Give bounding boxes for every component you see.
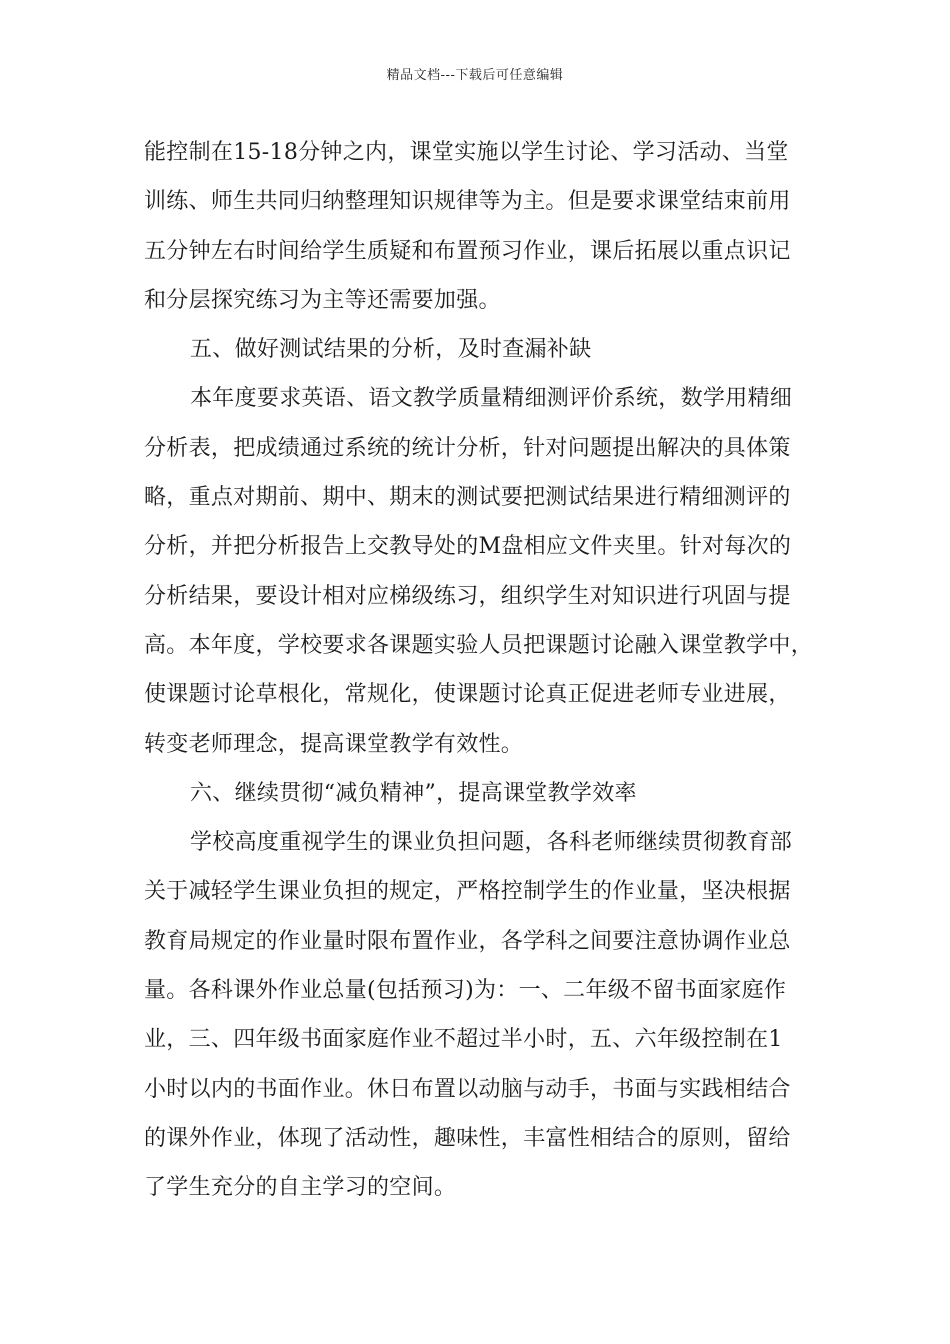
text-line: 教育局规定的作业量时限布置作业，各学科之间要注意协调作业总: [144, 928, 791, 954]
text-line: 本年度要求英语、语文教学质量精细测评价系统，数学用精细: [190, 386, 793, 412]
text-line: 关于减轻学生课业负担的规定，严格控制学生的作业量，坚决根据: [144, 879, 791, 905]
text-line: 分析，并把分析报告上交教导处的M盘相应文件夹里。针对每次的: [144, 534, 792, 560]
text-line: 转变老师理念，提高课堂教学有效性。: [144, 731, 524, 757]
text-line: 学校高度重视学生的课业负担问题，各科老师继续贯彻教育部: [190, 830, 793, 856]
text-line: 了学生充分的自主学习的空间。: [144, 1175, 457, 1201]
page-header: 精品文档---下载后可任意编辑: [386, 68, 564, 83]
text-line: 小时以内的书面作业。休日布置以动脑与动手，书面与实践相结合: [144, 1076, 791, 1102]
text-line: 使课题讨论草根化，常规化，使课题讨论真正促进老师专业进展，: [144, 682, 791, 708]
text-line: 训练、师生共同归纳整理知识规律等为主。但是要求课堂结束前用: [144, 189, 791, 215]
section-heading-6: 六、继续贯彻“减负精神”，提高课堂教学效率: [190, 780, 637, 806]
text-line: 量。各科课外作业总量(包括预习)为：一、二年级不留书面家庭作: [144, 978, 787, 1004]
text-line: 分析表，把成绩通过系统的统计分析，针对问题提出解决的具体策: [144, 435, 791, 461]
text-line: 分析结果，要设计相对应梯级练习，组织学生对知识进行巩固与提: [144, 583, 791, 609]
text-line: 略，重点对期前、期中、期末的测试要把测试结果进行精细测评的: [144, 485, 791, 511]
text-line: 能控制在15-18分钟之内，课堂实施以学生讨论、学习活动、当堂: [144, 140, 789, 165]
document-body: [144, 128, 824, 1213]
text-line: 的课外作业，体现了活动性，趣味性，丰富性相结合的原则，留给: [144, 1125, 791, 1151]
text-line: 业，三、四年级书面家庭作业不超过半小时，五、六年级控制在1: [144, 1027, 783, 1053]
text-line: 高。本年度，学校要求各课题实验人员把课题讨论融入课堂教学中，: [144, 632, 814, 658]
text-line: 五分钟左右时间给学生质疑和布置预习作业，课后拓展以重点识记: [144, 238, 791, 264]
section-heading-5: 五、做好测试结果的分析，及时查漏补缺: [190, 337, 592, 363]
text-line: 和分层探究练习为主等还需要加强。: [144, 287, 501, 313]
